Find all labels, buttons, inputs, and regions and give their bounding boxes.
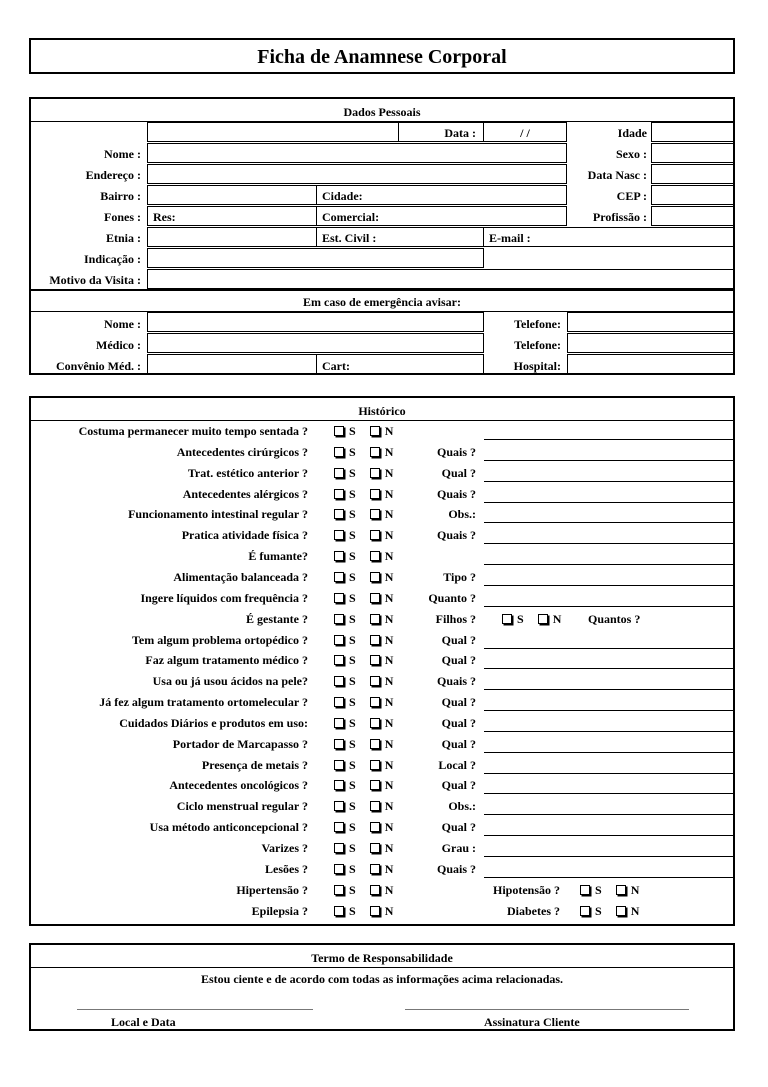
assinatura-label: Assinatura Cliente xyxy=(484,1015,580,1029)
dados-header: Dados Pessoais xyxy=(343,105,421,119)
quantos-label: Quantos ? xyxy=(588,611,641,626)
answer-line[interactable] xyxy=(484,564,734,565)
indicacao-field[interactable] xyxy=(147,248,484,268)
data-blank-field[interactable] xyxy=(147,122,399,142)
row11-n-option[interactable]: N xyxy=(370,653,394,667)
row8-s-option[interactable]: S xyxy=(334,591,356,605)
checkbox-icon xyxy=(370,697,380,707)
row17-s-option[interactable]: S xyxy=(334,778,356,792)
checkbox-icon xyxy=(370,551,380,561)
row7-s-option[interactable]: S xyxy=(334,570,356,584)
bairro-field[interactable] xyxy=(147,185,317,205)
checkbox-icon xyxy=(334,676,344,686)
local-data-label: Local e Data xyxy=(111,1015,176,1029)
motivo-field[interactable] xyxy=(147,269,735,289)
question-label: Portador de Marcapasso ? xyxy=(172,736,308,751)
question-label: Varizes ? xyxy=(261,841,308,855)
question-label: Já fez algum tratamento ortomelecular ? xyxy=(99,695,308,710)
followup-label: Qual ? xyxy=(441,820,476,835)
question-label: Lesões ? xyxy=(265,861,308,876)
row10-n-option[interactable]: N xyxy=(370,633,394,647)
sexo-field[interactable] xyxy=(651,143,735,163)
checkbox-icon xyxy=(334,906,344,916)
question-label: Ingere líquidos com frequência ? xyxy=(140,590,308,605)
followup-label: Quanto ? xyxy=(428,590,476,605)
historico-section xyxy=(29,396,735,926)
row23-n-option[interactable]: N xyxy=(370,904,394,918)
yes-no-group xyxy=(334,862,407,876)
hospital-field[interactable] xyxy=(567,354,735,374)
cidade-label: Cidade: xyxy=(322,189,363,203)
yes-no-group xyxy=(334,549,407,563)
checkbox-icon xyxy=(334,489,344,499)
historico-header: Histórico xyxy=(358,404,406,418)
row2-s-option[interactable]: S xyxy=(334,466,356,480)
profissao-label: Profissão : xyxy=(592,210,647,224)
convenio-label: Convênio Méd. : xyxy=(56,359,141,373)
checkbox-icon xyxy=(370,655,380,665)
yes-no-group xyxy=(334,570,407,584)
termo-header: Termo de Responsabilidade xyxy=(311,951,453,965)
followup-label: Qual ? xyxy=(441,736,476,751)
checkbox-icon xyxy=(502,614,512,624)
row4-s-option[interactable]: S xyxy=(334,507,356,521)
question-label: Ciclo menstrual regular ? xyxy=(176,799,308,814)
cep-field[interactable] xyxy=(651,185,735,205)
followup-label: Quais ? xyxy=(436,861,476,876)
checkbox-icon xyxy=(616,906,626,916)
checkbox-icon xyxy=(334,843,344,853)
question-label: Faz algum tratamento médico ? xyxy=(145,653,308,668)
followup-label: Quais ? xyxy=(436,674,476,689)
checkbox-icon xyxy=(334,718,344,728)
etnia-field[interactable] xyxy=(147,227,317,247)
question-label: Usa método anticoncepcional ? xyxy=(149,820,308,835)
followup-label: Quais ? xyxy=(436,444,476,459)
followup-label: Qual ? xyxy=(441,695,476,710)
question-label: Antecedentes alérgicos ? xyxy=(182,486,308,501)
answer-line[interactable] xyxy=(484,648,734,649)
checkbox-icon xyxy=(370,843,380,853)
yes-no-group xyxy=(334,466,407,480)
assinatura-line[interactable] xyxy=(405,1009,689,1010)
termo-section xyxy=(29,943,735,1031)
yes-no-group xyxy=(334,778,407,792)
checkbox-icon xyxy=(334,885,344,895)
answer-line[interactable] xyxy=(484,481,734,482)
yes-no-group xyxy=(334,799,407,813)
row20-s-option[interactable]: S xyxy=(334,841,356,855)
checkbox-icon xyxy=(370,718,380,728)
etnia-label: Etnia : xyxy=(105,231,141,245)
checkbox-icon xyxy=(334,572,344,582)
nome-field[interactable] xyxy=(147,143,567,163)
fones-label: Fones : xyxy=(104,210,141,224)
checkbox-icon xyxy=(370,801,380,811)
row19-n-option[interactable]: N xyxy=(370,820,394,834)
row3-n-option[interactable]: N xyxy=(370,487,394,501)
row18-s-option[interactable]: S xyxy=(334,799,356,813)
diabetes-s-option[interactable]: S xyxy=(580,904,602,918)
checkbox-icon xyxy=(370,614,380,624)
endereco-field[interactable] xyxy=(147,164,567,184)
row8-n-option[interactable]: N xyxy=(370,591,394,605)
question-label: Costuma permanecer muito tempo sentada ? xyxy=(78,424,308,438)
emerg-nome-field[interactable] xyxy=(147,312,484,332)
row17-n-option[interactable]: N xyxy=(370,778,394,792)
yes-no-group xyxy=(334,528,407,542)
yes-no-group xyxy=(334,883,407,897)
data-slashes: / / xyxy=(520,126,530,140)
question-label: Cuidados Diários e produtos em uso: xyxy=(119,715,308,730)
checkbox-icon xyxy=(370,760,380,770)
email-label: E-mail : xyxy=(489,231,531,245)
yes-no-group xyxy=(334,591,407,605)
checkbox-icon xyxy=(334,468,344,478)
row19-s-option[interactable]: S xyxy=(334,820,356,834)
row7-n-option[interactable]: N xyxy=(370,570,394,584)
idade-label: Idade xyxy=(617,126,647,140)
followup-label: Filhos ? xyxy=(435,611,476,626)
checkbox-icon xyxy=(370,572,380,582)
hipotensao-n-option[interactable]: N xyxy=(616,883,640,897)
row5-n-option[interactable]: N xyxy=(370,528,394,542)
checkbox-icon xyxy=(370,447,380,457)
diabetes-label: Diabetes ? xyxy=(507,903,560,918)
followup-label: Quais ? xyxy=(436,486,476,501)
telefone1-field[interactable] xyxy=(567,312,735,332)
row5-s-option[interactable]: S xyxy=(334,528,356,542)
checkbox-icon xyxy=(370,635,380,645)
row16-s-option[interactable]: S xyxy=(334,758,356,772)
row14-n-option[interactable]: N xyxy=(370,716,394,730)
question-label: Antecedentes oncológicos ? xyxy=(169,778,308,793)
filhos-s-option[interactable]: S xyxy=(502,612,524,626)
checkbox-icon xyxy=(370,426,380,436)
diabetes-n-option[interactable]: N xyxy=(616,904,640,918)
row20-n-option[interactable]: N xyxy=(370,841,394,855)
checkbox-icon xyxy=(334,801,344,811)
hospital-label: Hospital: xyxy=(513,359,561,373)
row13-n-option[interactable]: N xyxy=(370,695,394,709)
checkbox-icon xyxy=(370,509,380,519)
convenio-field[interactable] xyxy=(147,354,317,374)
checkbox-icon xyxy=(334,509,344,519)
bairro-label: Bairro : xyxy=(100,189,141,203)
answer-line[interactable] xyxy=(484,668,734,669)
question-label: É gestante ? xyxy=(246,611,308,626)
telefone1-label: Telefone: xyxy=(514,317,561,331)
local-data-line[interactable] xyxy=(77,1009,313,1010)
row0-n-option[interactable]: N xyxy=(370,424,394,438)
followup-label: Quais ? xyxy=(436,528,476,543)
answer-line[interactable] xyxy=(484,793,734,794)
checkbox-icon xyxy=(370,822,380,832)
question-label: Antecedentes cirúrgicos ? xyxy=(176,444,308,459)
followup-label: Grau : xyxy=(441,841,476,855)
termo-text: Estou ciente e de acordo com todas as informações acima relacionadas. xyxy=(200,972,564,986)
question-label: Presença de metais ? xyxy=(201,757,308,772)
row13-s-option[interactable]: S xyxy=(334,695,356,709)
nome-label: Nome : xyxy=(104,147,141,161)
question-label: Pratica atividade física ? xyxy=(181,528,308,543)
followup-label: Obs.: xyxy=(448,799,476,814)
page-title: Ficha de Anamnese Corporal xyxy=(257,46,507,68)
yes-no-group xyxy=(334,820,407,834)
row14-s-option[interactable]: S xyxy=(334,716,356,730)
yes-no-group xyxy=(334,487,407,501)
row6-n-option[interactable]: N xyxy=(370,549,394,563)
telefone2-field[interactable] xyxy=(567,333,735,353)
filhos-yes-no-group xyxy=(502,612,575,626)
checkbox-icon xyxy=(370,593,380,603)
checkbox-icon xyxy=(370,739,380,749)
row12-s-option[interactable]: S xyxy=(334,674,356,688)
idade-field[interactable] xyxy=(651,122,735,142)
indicacao-label: Indicação : xyxy=(84,252,141,266)
checkbox-icon xyxy=(334,739,344,749)
answer-line[interactable] xyxy=(484,731,734,732)
answer-line[interactable] xyxy=(484,814,734,815)
answer-line[interactable] xyxy=(484,835,734,836)
followup-label: Qual ? xyxy=(441,632,476,647)
question-label: Trat. estético anterior ? xyxy=(187,465,308,480)
row12-n-option[interactable]: N xyxy=(370,674,394,688)
res-label: Res: xyxy=(153,210,176,224)
yes-no-group xyxy=(334,716,407,730)
row15-s-option[interactable]: S xyxy=(334,737,356,751)
medico-field[interactable] xyxy=(147,333,484,353)
answer-line[interactable] xyxy=(484,439,734,440)
cep-label: CEP : xyxy=(616,189,647,203)
motivo-label: Motivo da Visita : xyxy=(49,273,141,287)
yes-no-group xyxy=(334,445,407,459)
yes-no-group xyxy=(334,424,407,438)
checkbox-icon xyxy=(538,614,548,624)
row9-s-option[interactable]: S xyxy=(334,612,356,626)
row11-s-option[interactable]: S xyxy=(334,653,356,667)
checkbox-icon xyxy=(334,780,344,790)
question-label: É fumante? xyxy=(248,549,308,564)
followup-label: Qual ? xyxy=(441,653,476,668)
question-label: Epilepsia ? xyxy=(251,903,308,918)
row3-s-option[interactable]: S xyxy=(334,487,356,501)
profissao-field[interactable] xyxy=(651,206,735,226)
row18-n-option[interactable]: N xyxy=(370,799,394,813)
checkbox-icon xyxy=(616,885,626,895)
yes-no-group xyxy=(334,695,407,709)
question-label: Hipertensão ? xyxy=(236,882,308,897)
est-civil-label: Est. Civil : xyxy=(322,231,377,245)
followup-label: Obs.: xyxy=(448,507,476,522)
checkbox-icon xyxy=(334,697,344,707)
answer-line[interactable] xyxy=(484,585,734,586)
checkbox-icon xyxy=(580,885,590,895)
question-label: Usa ou já usou ácidos na pele? xyxy=(152,674,308,689)
answer-line[interactable] xyxy=(484,522,734,523)
row4-n-option[interactable]: N xyxy=(370,507,394,521)
checkbox-icon xyxy=(334,426,344,436)
checkbox-icon xyxy=(370,906,380,916)
answer-line[interactable] xyxy=(484,543,734,544)
row22-s-option[interactable]: S xyxy=(334,883,356,897)
answer-line[interactable] xyxy=(484,877,734,878)
checkbox-icon xyxy=(334,864,344,874)
checkbox-icon xyxy=(334,614,344,624)
medico-label: Médico : xyxy=(96,338,141,352)
yes-no-group xyxy=(334,507,407,521)
row9-n-option[interactable]: N xyxy=(370,612,394,626)
row22-n-option[interactable]: N xyxy=(370,883,394,897)
filhos-n-option[interactable]: N xyxy=(538,612,562,626)
comercial-label: Comercial: xyxy=(322,210,380,224)
row0-s-option[interactable]: S xyxy=(334,424,356,438)
followup-label: Qual ? xyxy=(441,778,476,793)
checkbox-icon xyxy=(334,655,344,665)
hipotensao-s-option[interactable]: S xyxy=(580,883,602,897)
title-box xyxy=(29,38,735,74)
row1-n-option[interactable]: N xyxy=(370,445,394,459)
followup-label: Tipo ? xyxy=(443,569,476,584)
yes-no-group xyxy=(334,758,407,772)
data-nasc-field[interactable] xyxy=(651,164,735,184)
data-nasc-label: Data Nasc : xyxy=(587,168,647,182)
endereco-label: Endereço : xyxy=(85,168,141,182)
question-label: Funcionamento intestinal regular ? xyxy=(128,507,308,522)
yes-no-group xyxy=(334,653,407,667)
question-label: Tem algum problema ortopédico ? xyxy=(132,632,308,647)
checkbox-icon xyxy=(334,760,344,770)
yes-no-group xyxy=(334,612,407,626)
checkbox-icon xyxy=(370,780,380,790)
answer-line[interactable] xyxy=(484,689,734,690)
answer-line[interactable] xyxy=(484,460,734,461)
emerg-nome-label: Nome : xyxy=(104,317,141,331)
row21-s-option[interactable]: S xyxy=(334,862,356,876)
row16-n-option[interactable]: N xyxy=(370,758,394,772)
checkbox-icon xyxy=(370,864,380,874)
followup-label: Qual ? xyxy=(441,715,476,730)
answer-line[interactable] xyxy=(484,773,734,774)
row2-n-option[interactable]: N xyxy=(370,466,394,480)
checkbox-icon xyxy=(334,822,344,832)
row15-n-option[interactable]: N xyxy=(370,737,394,751)
yes-no-group xyxy=(334,904,407,918)
yes-no-group xyxy=(580,883,653,897)
followup-label: Qual ? xyxy=(441,465,476,480)
row10-s-option[interactable]: S xyxy=(334,633,356,647)
row6-s-option[interactable]: S xyxy=(334,549,356,563)
checkbox-icon xyxy=(334,551,344,561)
checkbox-icon xyxy=(334,530,344,540)
question-label: Alimentação balanceada ? xyxy=(173,569,308,584)
checkbox-icon xyxy=(370,676,380,686)
answer-line[interactable] xyxy=(484,606,734,607)
checkbox-icon xyxy=(370,489,380,499)
yes-no-group xyxy=(580,904,653,918)
checkbox-icon xyxy=(370,885,380,895)
checkbox-icon xyxy=(370,468,380,478)
dados-pessoais-section xyxy=(29,97,735,375)
checkbox-icon xyxy=(334,447,344,457)
hipotensao-label: Hipotensão ? xyxy=(492,882,560,897)
row21-n-option[interactable]: N xyxy=(370,862,394,876)
sexo-label: Sexo : xyxy=(616,147,647,161)
answer-line[interactable] xyxy=(484,710,734,711)
data-label: Data : xyxy=(444,126,476,140)
answer-line[interactable] xyxy=(484,752,734,753)
telefone2-label: Telefone: xyxy=(514,338,561,352)
checkbox-icon xyxy=(370,530,380,540)
checkbox-icon xyxy=(334,593,344,603)
row1-s-option[interactable]: S xyxy=(334,445,356,459)
answer-line[interactable] xyxy=(484,856,734,857)
answer-line[interactable] xyxy=(484,502,734,503)
cart-label: Cart: xyxy=(322,359,350,373)
yes-no-group xyxy=(334,737,407,751)
checkbox-icon xyxy=(580,906,590,916)
yes-no-group xyxy=(334,841,407,855)
checkbox-icon xyxy=(334,635,344,645)
yes-no-group xyxy=(334,674,407,688)
row23-s-option[interactable]: S xyxy=(334,904,356,918)
yes-no-group xyxy=(334,633,407,647)
emergencia-header: Em caso de emergência avisar: xyxy=(303,295,461,309)
followup-label: Local ? xyxy=(438,757,476,772)
